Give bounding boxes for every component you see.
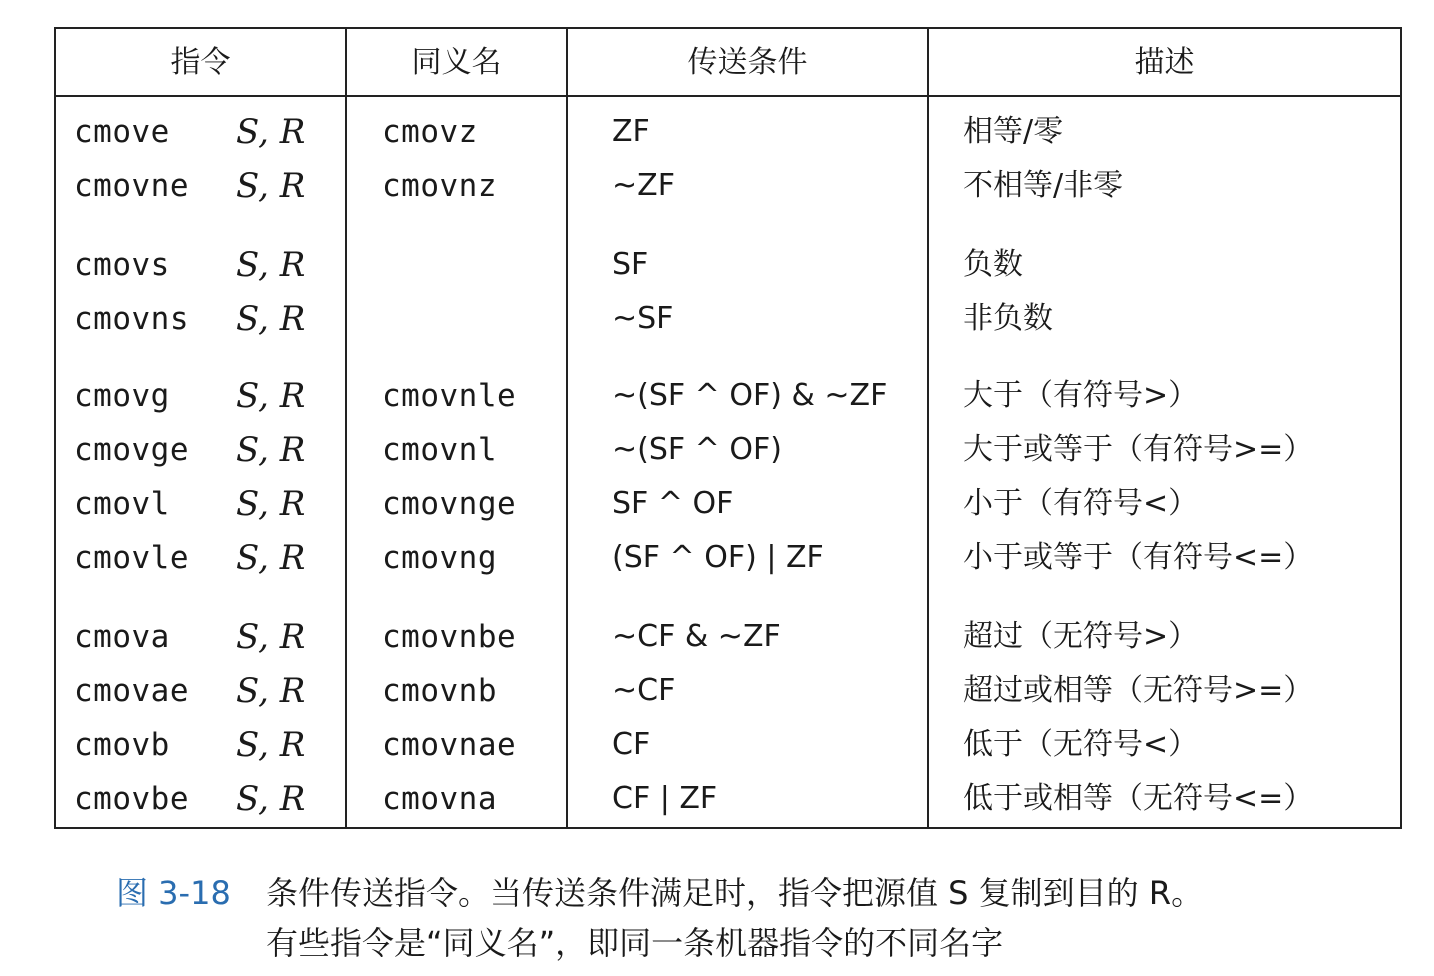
table-row <box>56 772 1400 826</box>
table-row <box>56 610 1400 664</box>
operands-cell: S, R <box>236 779 306 819</box>
description-cell: 小于（有符号<） <box>963 486 1199 521</box>
description-cell: 超过（无符号>） <box>963 619 1199 654</box>
operands-cell: S, R <box>236 538 306 578</box>
synonym-cell: cmovnge <box>382 486 517 522</box>
table-row <box>56 531 1400 585</box>
description-cell: 不相等/非零 <box>963 168 1124 203</box>
table-row <box>56 159 1400 213</box>
instruction-cell: cmove <box>74 114 170 150</box>
synonym-cell: cmovng <box>382 540 497 576</box>
operands-cell: S, R <box>236 617 306 657</box>
instruction-cell: cmovbe <box>74 781 189 817</box>
condition-cell: CF | ZF <box>612 781 718 816</box>
condition-cell: CF <box>612 727 651 762</box>
synonym-cell: cmovz <box>382 114 478 150</box>
operands-cell: S, R <box>236 725 306 765</box>
synonym-cell: cmovna <box>382 781 497 817</box>
table-row <box>56 292 1400 346</box>
instruction-cell: cmovs <box>74 247 170 283</box>
description-cell: 小于或等于（有符号<=） <box>963 540 1314 575</box>
instruction-cell: cmovle <box>74 540 189 576</box>
condition-cell: ZF <box>612 114 650 149</box>
synonym-cell: cmovnb <box>382 673 497 709</box>
description-cell: 低于（无符号<） <box>963 727 1199 762</box>
operands-cell: S, R <box>236 112 306 152</box>
header-description: 描述 <box>1134 45 1195 80</box>
condition-cell: ~(SF ^ OF) & ~ZF <box>612 378 888 413</box>
table-row <box>56 369 1400 423</box>
description-cell: 超过或相等（无符号>=） <box>963 673 1314 708</box>
condition-cell: ~SF <box>612 301 674 336</box>
description-cell: 大于或等于（有符号>=） <box>963 432 1314 467</box>
description-cell: 负数 <box>963 247 1023 282</box>
condition-cell: ~CF <box>612 673 676 708</box>
operands-cell: S, R <box>236 376 306 416</box>
synonym-cell: cmovnle <box>382 378 517 414</box>
table-row <box>56 718 1400 772</box>
instruction-cell: cmovg <box>74 378 170 414</box>
description-cell: 大于（有符号>） <box>963 378 1199 413</box>
description-cell: 低于或相等（无符号<=） <box>963 781 1314 816</box>
description-cell: 非负数 <box>963 301 1053 336</box>
instruction-table <box>54 27 1402 829</box>
condition-cell: ~ZF <box>612 168 675 203</box>
figure-label: 图 3-18 <box>116 874 231 912</box>
table-row <box>56 238 1400 292</box>
table-row <box>56 477 1400 531</box>
operands-cell: S, R <box>236 430 306 470</box>
instruction-cell: cmovl <box>74 486 170 522</box>
table-row <box>56 423 1400 477</box>
header-instruction: 指令 <box>170 45 231 80</box>
synonym-cell: cmovnz <box>382 168 497 204</box>
operands-cell: S, R <box>236 671 306 711</box>
figure-caption <box>116 868 1203 968</box>
condition-cell: (SF ^ OF) | ZF <box>612 540 824 575</box>
condition-cell: ~(SF ^ OF) <box>612 432 782 467</box>
operands-cell: S, R <box>236 245 306 285</box>
synonym-cell: cmovnbe <box>382 619 517 655</box>
instruction-cell: cmova <box>74 619 170 655</box>
header-condition: 传送条件 <box>687 45 808 80</box>
synonym-cell: cmovnl <box>382 432 497 468</box>
caption-line-1: 条件传送指令。当传送条件满足时，指令把源值 S 复制到目的 R。 <box>266 874 1204 912</box>
table-row <box>56 105 1400 159</box>
instruction-cell: cmovge <box>74 432 189 468</box>
operands-cell: S, R <box>236 484 306 524</box>
caption-line-2: 有些指令是“同义名”，即同一条机器指令的不同名字 <box>266 924 1004 962</box>
instruction-cell: cmovne <box>74 168 189 204</box>
operands-cell: S, R <box>236 299 306 339</box>
instruction-cell: cmovae <box>74 673 189 709</box>
header-synonym: 同义名 <box>411 45 502 80</box>
instruction-cell: cmovb <box>74 727 170 763</box>
operands-cell: S, R <box>236 166 306 206</box>
instruction-cell: cmovns <box>74 301 189 337</box>
condition-cell: SF ^ OF <box>612 486 734 521</box>
description-cell: 相等/零 <box>963 114 1064 149</box>
condition-cell: ~CF & ~ZF <box>612 619 781 654</box>
table-row <box>56 664 1400 718</box>
synonym-cell: cmovnae <box>382 727 517 763</box>
condition-cell: SF <box>612 247 649 282</box>
